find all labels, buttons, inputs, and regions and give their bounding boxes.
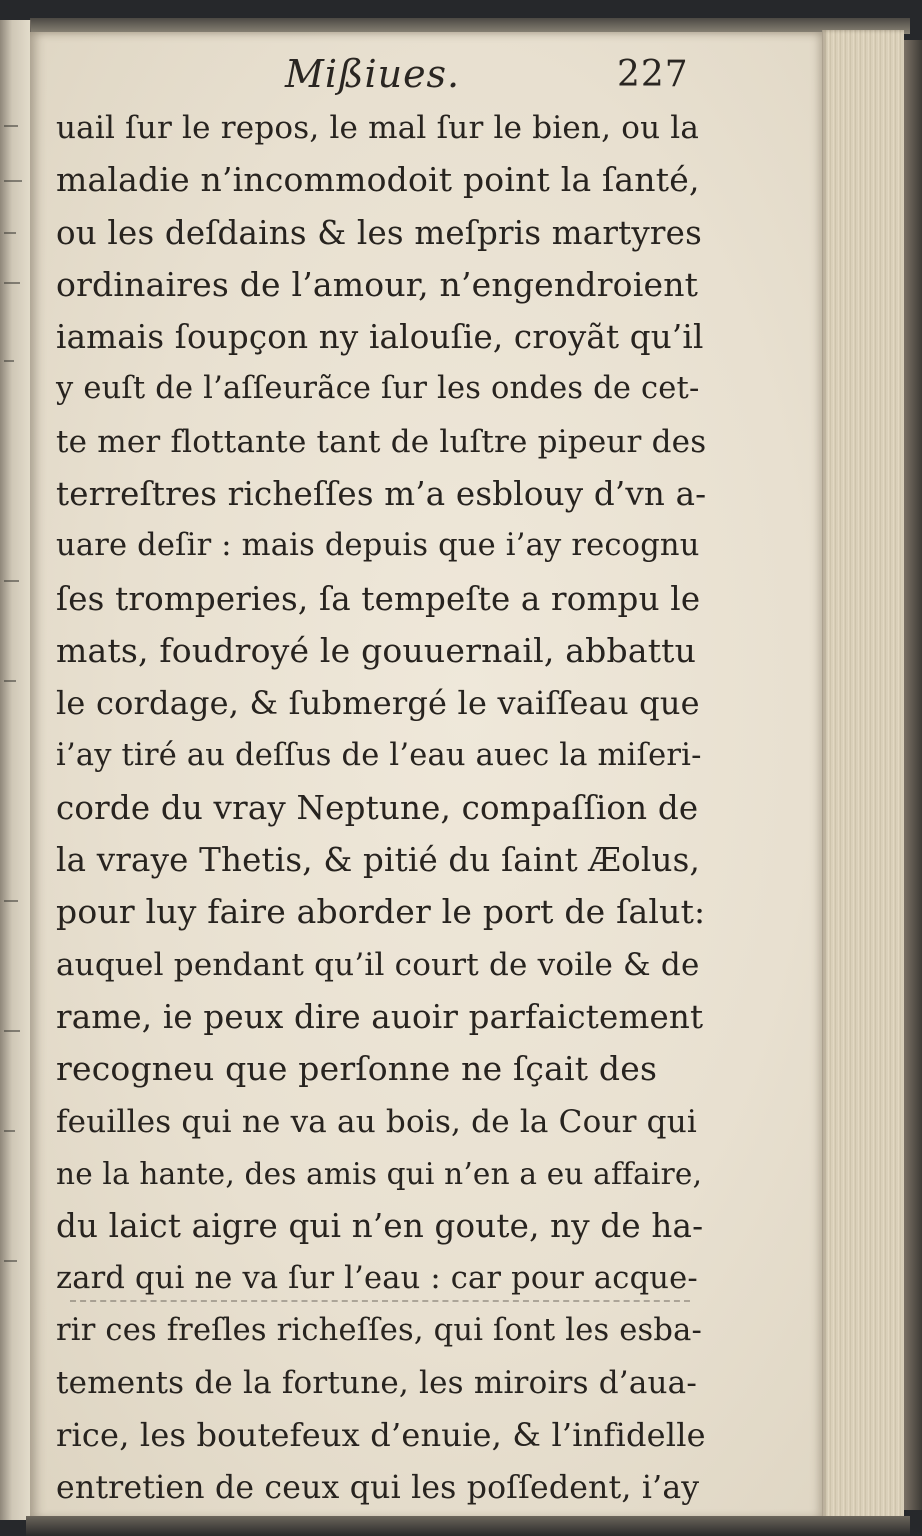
text-line: rir ces freſles richeſſes, qui ſont les esba-	[56, 1312, 702, 1348]
bleed-mark	[4, 1030, 20, 1032]
underline-rule	[70, 1300, 690, 1302]
text-line: y euſt de l’aſſeurãce ſur les ondes de cet-	[56, 371, 700, 407]
text-line: ordinaires de l’amour, n’engendroient	[56, 264, 699, 304]
text-line: rice, les boutefeux d’enuie, & l’infidelle	[56, 1416, 706, 1455]
text-line: tements de la fortune, les miroirs d’aua-	[56, 1365, 698, 1402]
text-line: ne la hante, des amis qui n’en a eu affaire,	[56, 1156, 703, 1191]
text-line: maladie n’incommodoit point la ſanté,	[56, 160, 700, 200]
body-text	[56, 102, 706, 1514]
text-line: entretien de ceux qui les poſſedent, i’ay	[56, 1469, 700, 1506]
text-line: ou les deſdains & les meſpris martyres	[56, 213, 702, 252]
bleed-mark	[4, 680, 16, 682]
text-line: mats, foudroyé le gouuernail, abbattu	[56, 630, 697, 670]
bleed-mark	[4, 580, 19, 582]
text-line: recogneu que perſonne ne ſçait des	[56, 1049, 658, 1089]
bleed-mark	[4, 900, 18, 902]
bleed-mark	[4, 232, 16, 234]
page-number: 227	[617, 54, 689, 95]
text-line: iamais ſoupçon ny ialouſie, croyãt qu’il	[56, 318, 704, 357]
bleed-mark	[4, 1130, 15, 1132]
previous-page-edge	[0, 20, 31, 1520]
bleed-mark	[4, 360, 14, 362]
page-header	[30, 44, 822, 104]
bleed-mark	[4, 1260, 17, 1262]
running-title: Mißiues.	[285, 52, 461, 96]
book-cover-bottom-edge	[26, 1516, 910, 1536]
text-line: i’ay tiré au deſſus de l’eau auec la miſeri-	[56, 737, 702, 773]
page-block-fore-edge	[822, 30, 904, 1520]
text-line: la vraye Thetis, & pitié du ſaint Æolus,	[56, 841, 701, 880]
text-line: uail ſur le repos, le mal ſur le bien, ou la	[56, 110, 700, 146]
text-line: uare deſir : mais depuis que i’ay recognu	[56, 528, 700, 564]
text-line: auquel pendant qu’il court de voile & de	[56, 946, 700, 983]
text-line: pour luy faire aborder le port de ſalut:	[56, 892, 706, 932]
bleed-mark	[4, 125, 18, 127]
text-line: le cordage, & ſubmergé le vaiſſeau que	[56, 684, 700, 723]
bleed-mark	[4, 282, 20, 284]
text-line: feuilles qui ne va au bois, de la Cour qui	[56, 1103, 698, 1140]
text-line: du laict aigre qui n’en goute, ny de ha-	[56, 1207, 704, 1246]
text-line: rame, ie peux dire auoir parfaictement	[56, 998, 704, 1037]
text-line: te mer flottante tant de luſtre pipeur des	[56, 423, 707, 460]
text-line: terreſtres richeſſes m’a esblouy d’vn a-	[56, 475, 707, 514]
text-line: ſes tromperies, ſa tempeſte a rompu le	[56, 579, 701, 618]
book-cover-side	[904, 40, 922, 1510]
bleed-mark	[4, 180, 22, 182]
text-line: zard qui ne va ſur l’eau : car pour acque-	[56, 1260, 698, 1296]
text-line: corde du vray Neptune, compaſſion de	[56, 788, 699, 827]
